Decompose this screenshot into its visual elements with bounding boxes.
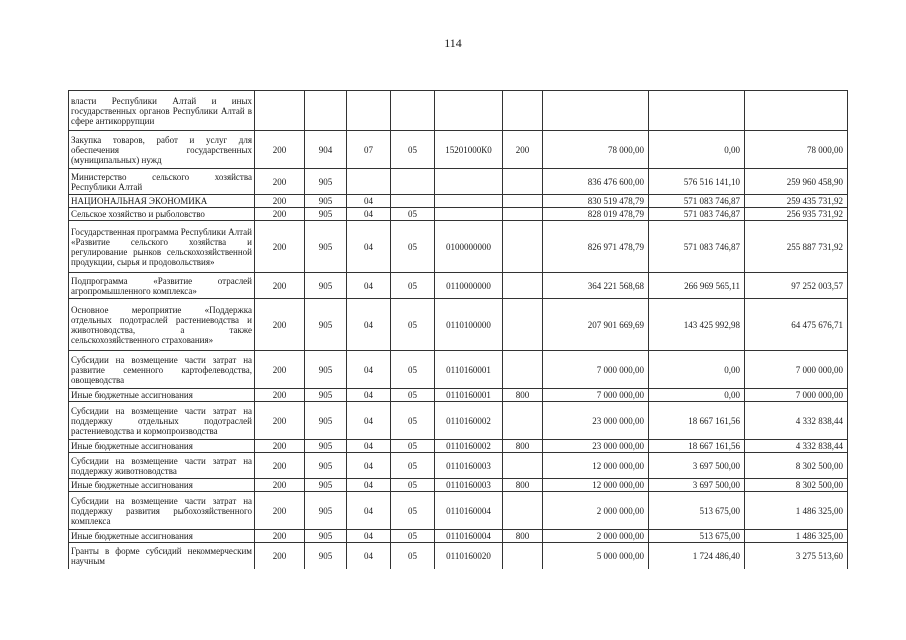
row-code-2: 905 <box>305 208 347 221</box>
row-code-4: 05 <box>391 402 435 440</box>
row-code-2: 905 <box>305 453 347 479</box>
row-value-1: 828 019 478,79 <box>543 208 649 221</box>
row-code-5 <box>435 169 503 195</box>
row-code-6: 200 <box>503 131 543 169</box>
row-code-1: 200 <box>255 195 305 208</box>
row-code-2: 905 <box>305 402 347 440</box>
row-name: Сельское хозяйство и рыболовство <box>69 208 255 221</box>
row-name: НАЦИОНАЛЬНАЯ ЭКОНОМИКА <box>69 195 255 208</box>
row-code-4 <box>391 195 435 208</box>
row-value-2: 266 969 565,11 <box>649 273 745 299</box>
row-name: Субсидии на возмещение части затрат на поддержку развития рыбохозяйственного комплекса <box>69 492 255 530</box>
table-row <box>69 131 848 169</box>
row-code-1: 200 <box>255 440 305 453</box>
row-code-3: 04 <box>347 208 391 221</box>
row-code-2: 905 <box>305 169 347 195</box>
row-code-3: 04 <box>347 389 391 402</box>
row-value-2 <box>649 91 745 131</box>
row-code-3: 04 <box>347 221 391 273</box>
row-code-2: 905 <box>305 530 347 543</box>
table-row <box>69 221 848 273</box>
row-value-2: 513 675,00 <box>649 530 745 543</box>
row-code-2: 905 <box>305 195 347 208</box>
row-code-2: 905 <box>305 299 347 351</box>
row-code-6 <box>503 273 543 299</box>
row-code-4: 05 <box>391 351 435 389</box>
row-code-1: 200 <box>255 221 305 273</box>
row-value-3: 4 332 838,44 <box>745 440 848 453</box>
row-value-1 <box>543 91 649 131</box>
row-value-2: 576 516 141,10 <box>649 169 745 195</box>
row-name: Подпрограмма «Развитие отраслей агропромышленного комплекса» <box>69 273 255 299</box>
row-value-1: 364 221 568,68 <box>543 273 649 299</box>
row-value-1: 23 000 000,00 <box>543 440 649 453</box>
row-value-2: 18 667 161,56 <box>649 402 745 440</box>
row-code-6 <box>503 195 543 208</box>
row-value-3: 256 935 731,92 <box>745 208 848 221</box>
row-code-3: 04 <box>347 479 391 492</box>
row-value-1: 78 000,00 <box>543 131 649 169</box>
row-value-1: 5 000 000,00 <box>543 543 649 569</box>
row-value-2: 571 083 746,87 <box>649 221 745 273</box>
row-code-4: 05 <box>391 299 435 351</box>
row-code-5: 0100000000 <box>435 221 503 273</box>
row-code-2: 904 <box>305 131 347 169</box>
row-code-4: 05 <box>391 453 435 479</box>
row-code-1: 200 <box>255 273 305 299</box>
row-code-3: 04 <box>347 530 391 543</box>
row-value-1: 826 971 478,79 <box>543 221 649 273</box>
row-value-2: 571 083 746,87 <box>649 195 745 208</box>
page-number: 114 <box>444 36 462 50</box>
row-value-2: 143 425 992,98 <box>649 299 745 351</box>
row-value-3: 7 000 000,00 <box>745 389 848 402</box>
row-code-6 <box>503 351 543 389</box>
row-value-1: 12 000 000,00 <box>543 453 649 479</box>
row-value-3: 8 302 500,00 <box>745 453 848 479</box>
row-value-3 <box>745 91 848 131</box>
row-code-2 <box>305 91 347 131</box>
row-value-3: 3 275 513,60 <box>745 543 848 569</box>
row-code-5: 15201000К0 <box>435 131 503 169</box>
row-code-5: 0110160020 <box>435 543 503 569</box>
row-code-3: 04 <box>347 273 391 299</box>
row-name: Министерство сельского хозяйства Республики Алтай <box>69 169 255 195</box>
table-row <box>69 453 848 479</box>
row-name: Государственная программа Республики Алтай «Развитие сельского хозяйства и регулирование рынков сельскохозяйственной продукции, сырья и продовольствия» <box>69 221 255 273</box>
row-code-1: 200 <box>255 169 305 195</box>
row-code-5: 0110160002 <box>435 440 503 453</box>
row-code-2: 905 <box>305 492 347 530</box>
row-code-5: 0110000000 <box>435 273 503 299</box>
row-value-3: 4 332 838,44 <box>745 402 848 440</box>
row-code-5 <box>435 208 503 221</box>
table-row <box>69 479 848 492</box>
row-code-5: 0110160001 <box>435 351 503 389</box>
row-code-1 <box>255 91 305 131</box>
row-name: Иные бюджетные ассигнования <box>69 389 255 402</box>
row-code-1: 200 <box>255 530 305 543</box>
table-row <box>69 530 848 543</box>
row-code-4: 05 <box>391 479 435 492</box>
row-value-2: 3 697 500,00 <box>649 479 745 492</box>
row-code-4: 05 <box>391 389 435 402</box>
row-name: Иные бюджетные ассигнования <box>69 440 255 453</box>
row-code-2: 905 <box>305 440 347 453</box>
row-code-4: 05 <box>391 208 435 221</box>
table-row <box>69 195 848 208</box>
row-name: Субсидии на возмещение части затрат на поддержку отдельных подотраслей растениеводства и кормопроизводства <box>69 402 255 440</box>
row-code-1: 200 <box>255 402 305 440</box>
row-value-2: 571 083 746,87 <box>649 208 745 221</box>
row-code-1: 200 <box>255 351 305 389</box>
row-value-2: 513 675,00 <box>649 492 745 530</box>
row-value-3: 78 000,00 <box>745 131 848 169</box>
row-code-6: 800 <box>503 530 543 543</box>
row-code-6 <box>503 299 543 351</box>
row-code-3: 04 <box>347 402 391 440</box>
row-name: Закупка товаров, работ и услуг для обеспечения государственных (муниципальных) нужд <box>69 131 255 169</box>
row-code-6 <box>503 169 543 195</box>
row-code-3 <box>347 169 391 195</box>
row-value-1: 2 000 000,00 <box>543 530 649 543</box>
row-code-1: 200 <box>255 543 305 569</box>
row-code-5: 0110100000 <box>435 299 503 351</box>
row-code-4: 05 <box>391 273 435 299</box>
row-code-5: 0110160003 <box>435 479 503 492</box>
row-code-3: 04 <box>347 299 391 351</box>
row-value-3: 7 000 000,00 <box>745 351 848 389</box>
row-code-6: 800 <box>503 479 543 492</box>
row-code-4: 05 <box>391 543 435 569</box>
row-code-6 <box>503 208 543 221</box>
row-code-6 <box>503 453 543 479</box>
row-code-3: 04 <box>347 351 391 389</box>
table-row <box>69 492 848 530</box>
row-code-4: 05 <box>391 530 435 543</box>
row-code-5: 0110160001 <box>435 389 503 402</box>
row-code-6 <box>503 492 543 530</box>
row-value-3: 259 960 458,90 <box>745 169 848 195</box>
table-row <box>69 273 848 299</box>
row-code-5: 0110160004 <box>435 530 503 543</box>
row-value-3: 8 302 500,00 <box>745 479 848 492</box>
row-code-2: 905 <box>305 273 347 299</box>
row-value-1: 830 519 478,79 <box>543 195 649 208</box>
table-row <box>69 543 848 569</box>
table-row <box>69 169 848 195</box>
row-code-3: 04 <box>347 543 391 569</box>
row-code-1: 200 <box>255 453 305 479</box>
row-value-2: 1 724 486,40 <box>649 543 745 569</box>
row-value-1: 207 901 669,69 <box>543 299 649 351</box>
row-value-1: 2 000 000,00 <box>543 492 649 530</box>
row-value-2: 0,00 <box>649 389 745 402</box>
row-code-6: 800 <box>503 440 543 453</box>
row-value-3: 1 486 325,00 <box>745 530 848 543</box>
row-code-1: 200 <box>255 492 305 530</box>
table-row <box>69 389 848 402</box>
row-code-3: 04 <box>347 440 391 453</box>
row-code-2: 905 <box>305 543 347 569</box>
row-value-1: 23 000 000,00 <box>543 402 649 440</box>
row-code-5: 0110160004 <box>435 492 503 530</box>
row-name: Гранты в форме субсидий некоммерческим научным <box>69 543 255 569</box>
table-row <box>69 351 848 389</box>
row-value-2: 0,00 <box>649 131 745 169</box>
row-code-2: 905 <box>305 389 347 402</box>
row-code-2: 905 <box>305 479 347 492</box>
table-row <box>69 440 848 453</box>
row-code-6 <box>503 221 543 273</box>
row-code-5 <box>435 195 503 208</box>
table-row <box>69 299 848 351</box>
table-row <box>69 91 848 131</box>
row-code-5: 0110160003 <box>435 453 503 479</box>
row-code-4 <box>391 91 435 131</box>
row-code-1: 200 <box>255 208 305 221</box>
row-name: Иные бюджетные ассигнования <box>69 479 255 492</box>
row-value-3: 259 435 731,92 <box>745 195 848 208</box>
row-value-1: 836 476 600,00 <box>543 169 649 195</box>
row-code-4: 05 <box>391 492 435 530</box>
row-code-4 <box>391 169 435 195</box>
row-code-4: 05 <box>391 221 435 273</box>
row-value-1: 12 000 000,00 <box>543 479 649 492</box>
row-code-5: 0110160002 <box>435 402 503 440</box>
row-code-3: 04 <box>347 492 391 530</box>
row-name: Субсидии на возмещение части затрат на поддержку животноводства <box>69 453 255 479</box>
row-code-2: 905 <box>305 221 347 273</box>
row-name: власти Республики Алтай и иных государственных органов Республики Алтай в сфере антикоррупции <box>69 91 255 131</box>
row-code-3 <box>347 91 391 131</box>
budget-table-body <box>69 91 848 569</box>
row-code-3: 07 <box>347 131 391 169</box>
row-code-1: 200 <box>255 131 305 169</box>
row-code-1: 200 <box>255 389 305 402</box>
table-row <box>69 402 848 440</box>
row-code-2: 905 <box>305 351 347 389</box>
row-code-5 <box>435 91 503 131</box>
row-name: Субсидии на возмещение части затрат на развитие семенного картофелеводства, овощеводства <box>69 351 255 389</box>
row-value-2: 18 667 161,56 <box>649 440 745 453</box>
row-value-2: 3 697 500,00 <box>649 453 745 479</box>
row-value-3: 255 887 731,92 <box>745 221 848 273</box>
row-value-3: 97 252 003,57 <box>745 273 848 299</box>
row-code-6 <box>503 402 543 440</box>
row-code-3: 04 <box>347 453 391 479</box>
row-code-6 <box>503 543 543 569</box>
budget-table <box>68 90 848 569</box>
row-code-6: 800 <box>503 389 543 402</box>
row-value-1: 7 000 000,00 <box>543 351 649 389</box>
row-value-2: 0,00 <box>649 351 745 389</box>
row-name: Иные бюджетные ассигнования <box>69 530 255 543</box>
row-value-3: 64 475 676,71 <box>745 299 848 351</box>
row-code-3: 04 <box>347 195 391 208</box>
table-row <box>69 208 848 221</box>
row-value-1: 7 000 000,00 <box>543 389 649 402</box>
row-code-4: 05 <box>391 131 435 169</box>
row-code-1: 200 <box>255 479 305 492</box>
row-code-4: 05 <box>391 440 435 453</box>
row-code-6 <box>503 91 543 131</box>
row-value-3: 1 486 325,00 <box>745 492 848 530</box>
row-name: Основное мероприятие «Поддержка отдельных подотраслей растениеводства и животноводства, а также сельскохозяйственного страхования» <box>69 299 255 351</box>
row-code-1: 200 <box>255 299 305 351</box>
